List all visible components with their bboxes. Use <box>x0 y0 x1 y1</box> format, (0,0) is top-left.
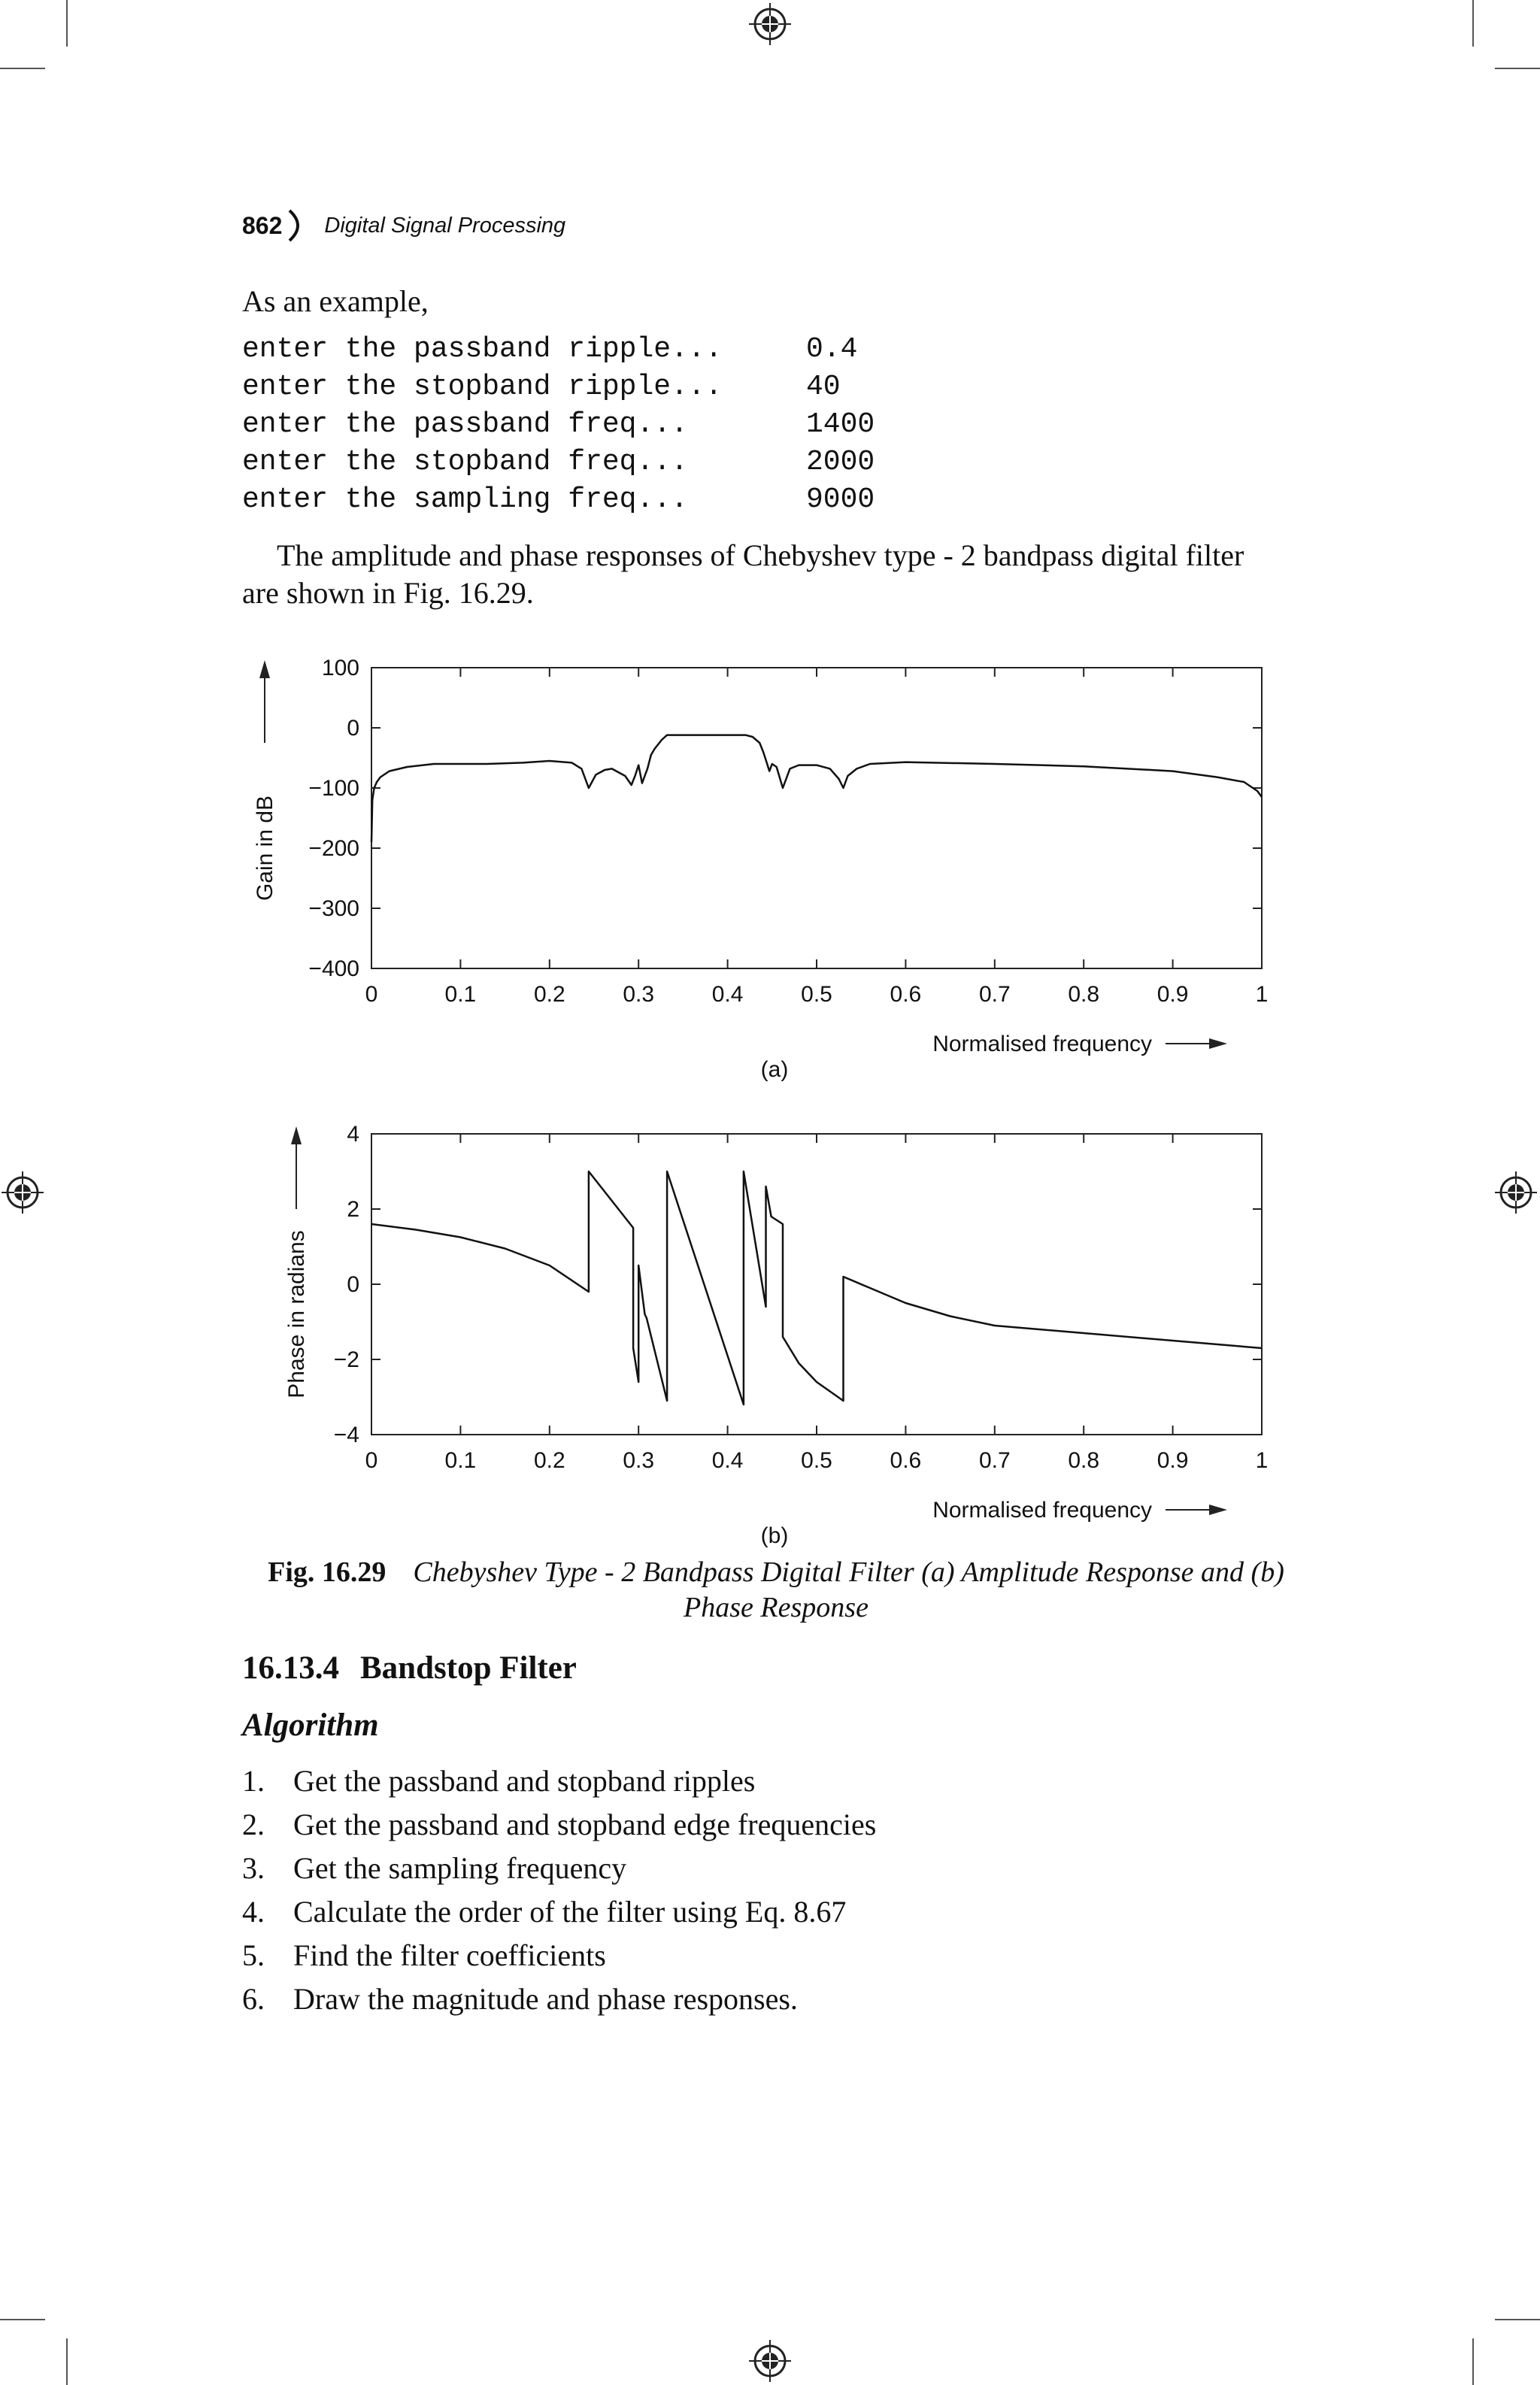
page-number: 862 <box>242 211 283 239</box>
arrow-head-icon <box>1209 1505 1227 1515</box>
code-line <box>242 406 875 444</box>
section-title: Bandstop Filter <box>360 1650 577 1686</box>
running-header <box>242 205 565 247</box>
y-tick-label: −100 <box>308 776 359 801</box>
code-value: 0.4 <box>806 333 858 365</box>
crop-mark <box>66 2338 68 2385</box>
step-text: Get the sampling frequency <box>293 1851 627 1885</box>
x-tick-label: 1 <box>1255 1448 1269 1473</box>
amplitude-chart <box>0 647 1540 1098</box>
caption-label: Fig. 16.29 <box>268 1556 387 1588</box>
algorithm-heading: Algorithm <box>242 1708 379 1743</box>
step-text: Calculate the order of the filter using Eq. 8.67 <box>293 1895 847 1929</box>
step-number: 5. <box>242 1938 265 1972</box>
section-number: 16.13.4 <box>242 1650 339 1686</box>
plot-frame <box>371 668 1262 968</box>
x-tick-label: 0.6 <box>890 982 922 1007</box>
list-item <box>242 1890 876 1934</box>
list-item <box>242 1847 876 1890</box>
x-tick-label: 0.8 <box>1068 1448 1100 1473</box>
arrow-head-icon <box>1209 1038 1227 1049</box>
x-tick-label: 0.6 <box>890 1448 922 1473</box>
caption-text: Chebyshev Type - 2 Bandpass Digital Filter (a) Amplitude Response and (b) Phase Response <box>413 1556 1284 1623</box>
step-number: 2. <box>242 1808 265 1841</box>
crop-mark <box>1472 2338 1474 2385</box>
step-number: 4. <box>242 1895 265 1929</box>
x-tick-label: 0.2 <box>533 982 565 1007</box>
crop-mark <box>0 68 45 69</box>
code-line <box>242 444 875 481</box>
x-tick-label: 0.2 <box>533 1448 565 1473</box>
y-tick-label: 2 <box>347 1197 359 1222</box>
code-block <box>242 331 875 519</box>
series-line <box>371 1171 1262 1405</box>
step-number: 6. <box>242 1982 265 2016</box>
crop-mark <box>1495 2319 1540 2320</box>
step-number: 1. <box>242 1764 265 1798</box>
arrow-head-icon <box>259 660 270 678</box>
x-tick-label: 0.4 <box>711 1448 744 1473</box>
x-tick-label: 0 <box>365 1448 378 1473</box>
step-number: 3. <box>242 1851 265 1885</box>
code-prompt: enter the sampling freq... <box>242 483 688 516</box>
x-tick-label: 0.7 <box>978 982 1011 1007</box>
crop-mark <box>1472 0 1474 47</box>
registration-mark-icon <box>749 3 791 45</box>
code-line <box>242 368 875 406</box>
y-tick-label: −200 <box>308 836 359 861</box>
x-axis-label: Normalised frequency <box>932 1498 1152 1523</box>
y-axis-label: Gain in dB <box>253 795 277 902</box>
x-tick-label: 0.8 <box>1068 982 1100 1007</box>
x-tick-label: 0.1 <box>444 1448 477 1473</box>
list-item <box>242 1977 876 2021</box>
list-item <box>242 1759 876 1803</box>
y-tick-label: −400 <box>308 956 359 981</box>
code-prompt: enter the stopband freq... <box>242 446 688 478</box>
x-tick-label: 0.5 <box>801 1448 832 1473</box>
x-tick-label: 0.3 <box>623 982 655 1007</box>
panel-label: (a) <box>760 1057 789 1082</box>
x-tick-label: 0.4 <box>711 982 744 1007</box>
step-text: Find the filter coefficients <box>293 1938 606 1972</box>
plot-frame <box>371 1134 1262 1435</box>
y-axis-label: Phase in radians <box>284 1230 309 1399</box>
panel-label: (b) <box>760 1523 789 1548</box>
series-line <box>371 735 1262 842</box>
paragraph-line: are shown in Fig. 16.29. <box>242 576 534 610</box>
registration-mark-icon <box>749 2340 791 2382</box>
y-tick-label: 0 <box>347 1272 359 1297</box>
code-value: 1400 <box>806 408 875 441</box>
x-tick-label: 1 <box>1255 982 1269 1007</box>
list-item <box>242 1803 876 1847</box>
code-prompt: enter the passband freq... <box>242 408 688 441</box>
x-tick-label: 0.3 <box>623 1448 655 1473</box>
x-tick-label: 0.9 <box>1157 1448 1189 1473</box>
algorithm-steps <box>242 1759 876 2021</box>
code-prompt: enter the stopband ripple... <box>242 371 723 403</box>
crop-mark <box>66 0 68 47</box>
crop-mark <box>0 2319 45 2320</box>
x-tick-label: 0.5 <box>801 982 832 1007</box>
code-value: 40 <box>806 371 841 403</box>
x-tick-label: 0 <box>365 982 378 1007</box>
figure-caption <box>242 1555 1310 1626</box>
list-item <box>242 1934 876 1977</box>
section-heading <box>242 1650 577 1686</box>
step-text: Draw the magnitude and phase responses. <box>293 1982 798 2016</box>
y-tick-label: 0 <box>347 716 359 741</box>
paragraph-line: The amplitude and phase responses of Chebyshev type - 2 bandpass digital filter <box>277 538 1244 572</box>
x-axis-label: Normalised frequency <box>932 1032 1152 1056</box>
crescent-icon <box>286 209 308 242</box>
y-tick-label: −4 <box>333 1423 359 1447</box>
y-tick-label: 100 <box>321 656 359 680</box>
paragraph <box>242 537 1244 612</box>
code-line <box>242 481 875 519</box>
code-line <box>242 331 875 368</box>
y-tick-label: −300 <box>308 896 359 921</box>
y-tick-label: −2 <box>333 1347 359 1372</box>
x-tick-label: 0.1 <box>444 982 477 1007</box>
code-value: 9000 <box>806 483 875 516</box>
step-text: Get the passband and stopband ripples <box>293 1764 756 1798</box>
phase-chart <box>0 1113 1540 1564</box>
book-title: Digital Signal Processing <box>324 213 566 238</box>
code-prompt: enter the passband ripple... <box>242 333 723 365</box>
x-tick-label: 0.9 <box>1157 982 1189 1007</box>
arrow-head-icon <box>291 1126 302 1144</box>
x-tick-label: 0.7 <box>978 1448 1011 1473</box>
y-tick-label: 4 <box>347 1122 359 1147</box>
intro-text: As an example, <box>242 284 429 318</box>
step-text: Get the passband and stopband edge frequencies <box>293 1808 877 1841</box>
code-value: 2000 <box>806 446 875 478</box>
crop-mark <box>1495 68 1540 69</box>
